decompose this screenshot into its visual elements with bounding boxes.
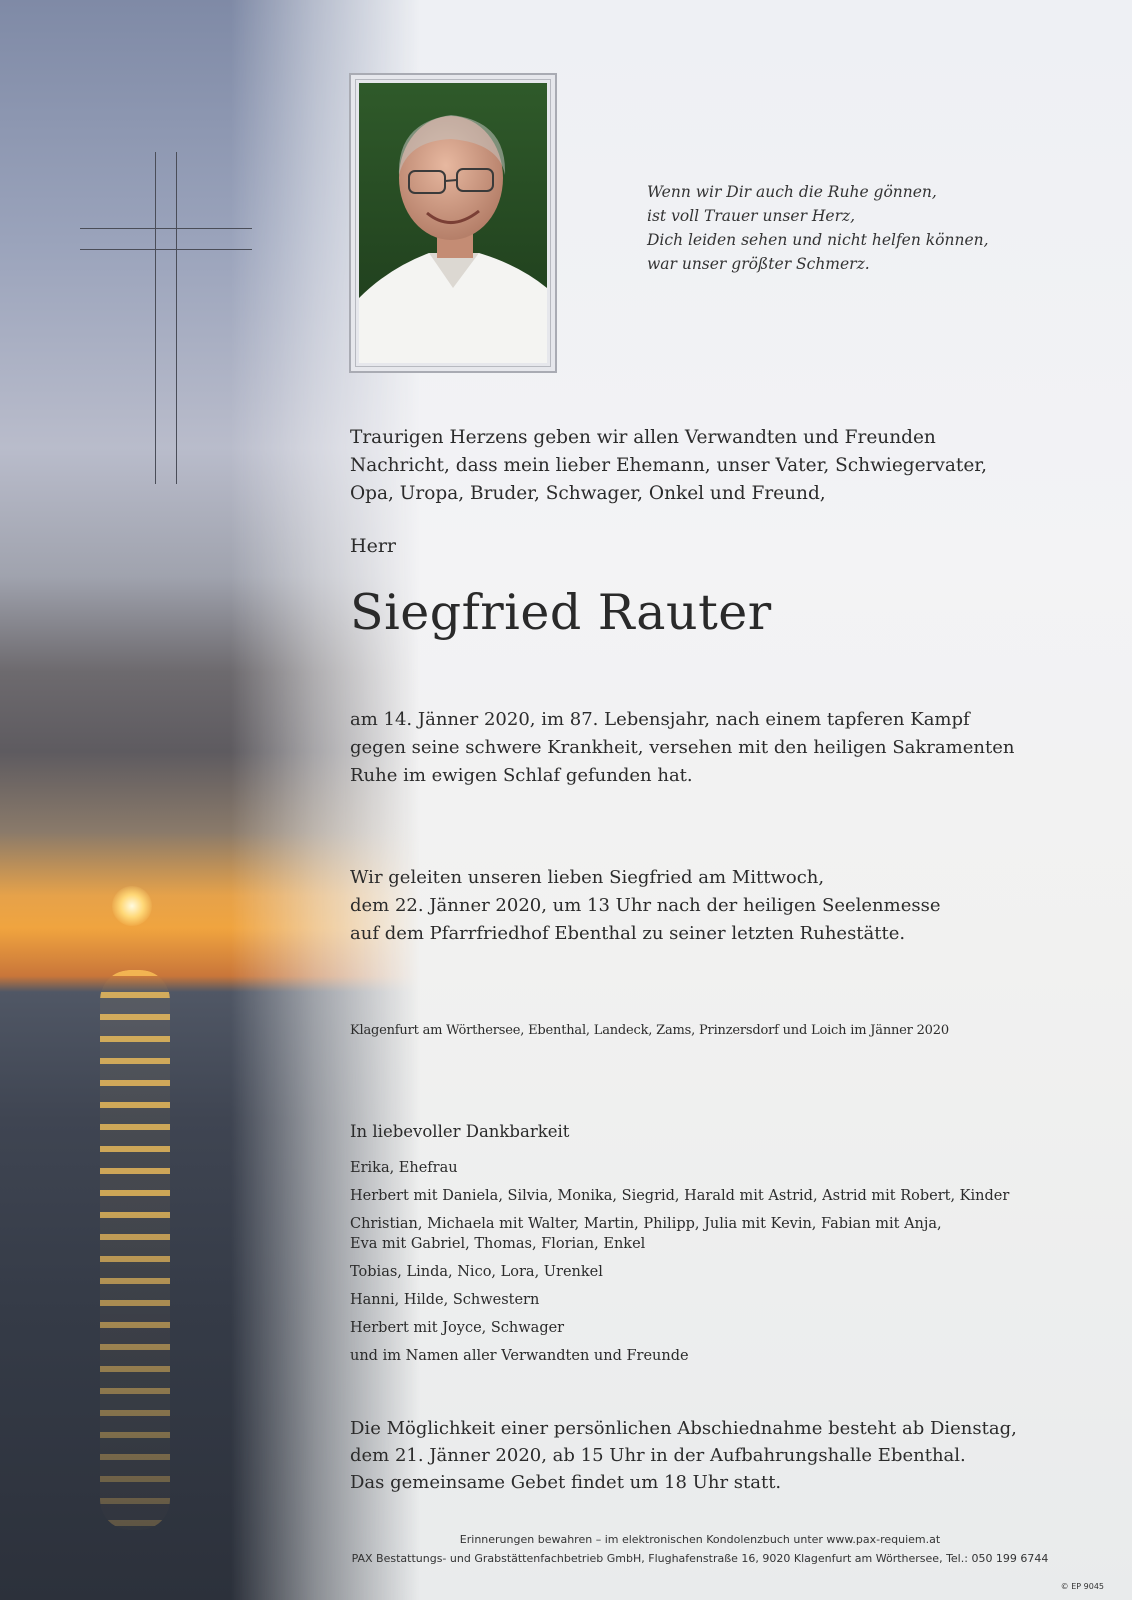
cross-icon xyxy=(80,152,252,484)
print-code: © EP 9045 xyxy=(1060,1582,1104,1591)
farewell-line: dem 21. Jänner 2020, ab 15 Uhr in der Aufbahrungshalle Ebenthal. xyxy=(350,1445,966,1466)
farewell-line: Die Möglichkeit einer persönlichen Abschiednahme besteht ab Dienstag, xyxy=(350,1418,1017,1439)
funeral-line: dem 22. Jänner 2020, um 13 Uhr nach der heiligen Seelenmesse xyxy=(350,895,941,916)
announcement-intro xyxy=(350,424,987,508)
memorial-poem xyxy=(647,180,989,276)
farewell-line: Das gemeinsame Gebet findet um 18 Uhr statt. xyxy=(350,1472,782,1493)
mourner-entry: Herbert mit Joyce, Schwager xyxy=(350,1320,565,1336)
poem-line: ist voll Trauer unser Herz, xyxy=(647,207,856,225)
footer-company-line: PAX Bestattungs- und Grabstättenfachbetrieb GmbH, Flughafenstraße 16, 9020 Klagenfurt am Wörthersee, Tel.: 050 199 6744 xyxy=(351,1552,1049,1565)
death-line: Ruhe im ewigen Schlaf gefunden hat. xyxy=(350,765,693,786)
cross-vertical-bar xyxy=(155,152,177,484)
funeral-line: auf dem Pfarrfriedhof Ebenthal zu seiner letzten Ruhestätte. xyxy=(350,923,906,944)
mourner-entry: und im Namen aller Verwandten und Freunde xyxy=(350,1348,689,1364)
farewell-viewing xyxy=(350,1415,1017,1496)
gratitude-title: In liebevoller Dankbarkeit xyxy=(350,1122,570,1141)
sun-reflection xyxy=(100,970,170,1530)
death-notice xyxy=(350,706,1014,790)
intro-line: Nachricht, dass mein lieber Ehemann, unser Vater, Schwiegervater, xyxy=(350,455,987,476)
footer xyxy=(340,1530,1060,1568)
mourner-entry: Tobias, Linda, Nico, Lora, Urenkel xyxy=(350,1264,603,1280)
salutation: Herr xyxy=(350,535,396,557)
portrait-photo xyxy=(359,83,547,363)
portrait-inner-frame xyxy=(355,79,551,367)
cross-horizontal-bar xyxy=(80,228,252,250)
death-line: am 14. Jänner 2020, im 87. Lebensjahr, nach einem tapferen Kampf xyxy=(350,709,970,730)
mourners-list xyxy=(350,1158,1009,1366)
intro-line: Opa, Uropa, Bruder, Schwager, Onkel und Freund, xyxy=(350,483,826,504)
mourner-entry: Herbert mit Daniela, Silvia, Monika, Siegrid, Harald mit Astrid, Astrid mit Robert, Kinder xyxy=(350,1188,1010,1204)
portrait-frame xyxy=(349,73,557,373)
funeral-line: Wir geleiten unseren lieben Siegfried am Mittwoch, xyxy=(350,867,825,888)
places-and-date: Klagenfurt am Wörthersee, Ebenthal, Landeck, Zams, Prinzersdorf und Loich im Jänner 2020 xyxy=(350,1023,949,1038)
poem-line: Wenn wir Dir auch die Ruhe gönnen, xyxy=(647,183,937,201)
mourner-entry: Erika, Ehefrau xyxy=(350,1160,458,1176)
deceased-name: Siegfried Rauter xyxy=(350,584,772,641)
poem-line: Dich leiden sehen und nicht helfen können, xyxy=(647,231,989,249)
footer-condolence-line: Erinnerungen bewahren – im elektronischen Kondolenzbuch unter www.pax-requiem.at xyxy=(459,1533,941,1546)
mourner-entry: Christian, Michaela mit Walter, Martin, Philipp, Julia mit Kevin, Fabian mit Anja, xyxy=(350,1216,942,1232)
death-line: gegen seine schwere Krankheit, versehen mit den heiligen Sakramenten xyxy=(350,737,1015,758)
poem-line: war unser größter Schmerz. xyxy=(647,255,870,273)
mourner-entry: Eva mit Gabriel, Thomas, Florian, Enkel xyxy=(350,1236,646,1252)
mourner-entry: Hanni, Hilde, Schwestern xyxy=(350,1292,540,1308)
sun xyxy=(112,886,152,926)
funeral-details xyxy=(350,864,940,948)
intro-line: Traurigen Herzens geben wir allen Verwandten und Freunden xyxy=(350,427,936,448)
